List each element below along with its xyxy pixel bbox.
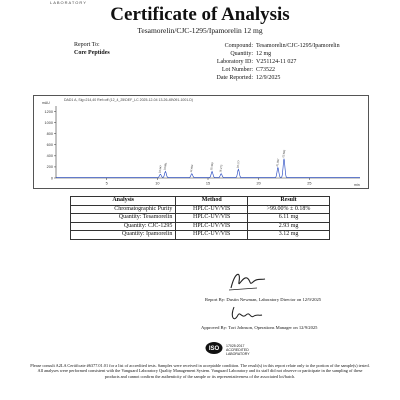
- y-axis-label: mAU: [42, 101, 50, 105]
- y-tick-label: 1000: [44, 120, 53, 125]
- x-tick-label: 15: [205, 181, 211, 186]
- director-signature-icon: [227, 268, 267, 294]
- table-row: [71, 222, 330, 231]
- analysis-cell: Quantity: Tesamorelin: [71, 214, 176, 223]
- peak-label: 10.347: [158, 165, 163, 174]
- svg-text:ISO: ISO: [208, 346, 220, 352]
- page-title: Certificate of Analysis: [110, 4, 290, 25]
- meta-key: Date Reported:: [216, 75, 253, 81]
- header-result: Result: [248, 197, 330, 206]
- meta-value: 12/9/2025: [256, 75, 281, 81]
- x-tick-label: 10: [155, 181, 160, 186]
- y-tick-label: 800: [46, 131, 53, 136]
- meta-row-lab-id: [150, 58, 370, 66]
- peak-label: 16.272: [219, 164, 224, 173]
- chromatogram-plot: [34, 96, 368, 188]
- method-cell: HPLC-UV/VIS: [176, 231, 248, 240]
- meta-key: Laboratory ID:: [216, 59, 253, 65]
- page-subtitle: Tesamorelin/CJC-1295/Ipamorelin 12 mg: [137, 26, 263, 35]
- manager-signature-icon: [228, 303, 264, 325]
- meta-value: 12 mg: [256, 51, 272, 57]
- y-tick-label: 400: [46, 154, 53, 159]
- peak-label: 10.881: [163, 162, 168, 171]
- header-analysis: Analysis: [71, 197, 176, 206]
- meta-row-date: [150, 74, 370, 82]
- header-method: Method: [176, 197, 248, 206]
- analysis-cell: Quantity: Ipamorelin: [71, 231, 176, 240]
- meta-row-quantity: [150, 50, 370, 58]
- peak-label: 21.897: [275, 158, 281, 167]
- table-row: [71, 205, 330, 214]
- iso-line: 17025:2017: [226, 344, 245, 348]
- analysis-cell: Quantity: CJC-1295: [71, 222, 176, 231]
- x-tick-label: 25: [307, 181, 312, 186]
- result-cell: >99.00% ± 0.18%: [248, 205, 330, 214]
- method-cell: HPLC-UV/VIS: [176, 205, 248, 214]
- x-axis-label: min: [354, 183, 360, 187]
- results-table: [70, 196, 330, 240]
- iso-accreditation-text: [226, 344, 250, 356]
- y-tick-label: 600: [46, 143, 53, 148]
- peak-label: 22.503: [282, 149, 287, 158]
- result-cell: 6.11 mg: [248, 214, 330, 223]
- report-by-line: Report By: Dustin Newman, Laboratory Director on 12/9/2025: [205, 297, 322, 302]
- peak-label: 18.177: [236, 160, 241, 169]
- x-tick-label: 5: [105, 181, 108, 186]
- result-cell: 3.12 mg: [248, 231, 330, 240]
- x-tick-label: 20: [256, 181, 261, 186]
- peak-label: 13.403: [189, 164, 195, 173]
- iso-line: LABORATORY: [226, 352, 250, 356]
- results-header-row: [71, 197, 330, 206]
- chromatogram-title: DAD1 A, Sig=214,40 Ref=off (12_4_25\DEF_LC 2025-12-04 13-26-45\091-1001.D): [64, 98, 193, 102]
- result-cell: 2.93 mg: [248, 222, 330, 231]
- table-row: [71, 231, 330, 240]
- table-row: [71, 214, 330, 223]
- meta-row-lot: [150, 66, 370, 74]
- meta-row-compound: [150, 42, 370, 50]
- footer-disclaimer: Please consult A2LA Certificate #6377.01.01 for a list of accredited tests. Samples were received in acceptable condition. The result(s) in this report relate only to the portion of the sample(s) tested. All analyses were performed consistent with the Vanguard Laboratory Quality Management System. Vanguard Laboratory and its staff did not observe or participate in the sampling of these products and cannot confirm the authenticity of the sample or its representativeness of the associated lot/batch.: [30, 363, 370, 379]
- chromatogram: [33, 95, 369, 189]
- sample-meta: [150, 42, 370, 82]
- report-to-label: Report To:: [74, 42, 100, 48]
- method-cell: HPLC-UV/VIS: [176, 214, 248, 223]
- meta-value: C73522: [256, 67, 276, 73]
- analysis-cell: Chromatographic Purity: [71, 205, 176, 214]
- meta-key: Lot Number:: [221, 67, 253, 73]
- meta-value: Tesamorelin/CJC-1295/Ipamorelin: [256, 43, 340, 49]
- y-tick-label: 1200: [44, 109, 53, 114]
- approved-by-line: Approved By: Tori Johnson, Operations Manager on 12/9/2025: [201, 325, 318, 330]
- meta-key: Quantity:: [230, 51, 253, 57]
- iso-line: ACCREDITED: [226, 348, 249, 352]
- lab-logo-text: LABORATORY: [50, 0, 87, 5]
- y-tick-label: 200: [46, 165, 53, 170]
- report-to-name: Core Peptides: [74, 50, 110, 56]
- peak-label: 15.430: [210, 162, 215, 171]
- method-cell: HPLC-UV/VIS: [176, 222, 248, 231]
- meta-value: V251124-11 027: [256, 59, 297, 65]
- meta-key: Compound:: [224, 43, 253, 49]
- y-tick-label: 0: [50, 176, 53, 181]
- chromatogram-trace: [56, 159, 360, 178]
